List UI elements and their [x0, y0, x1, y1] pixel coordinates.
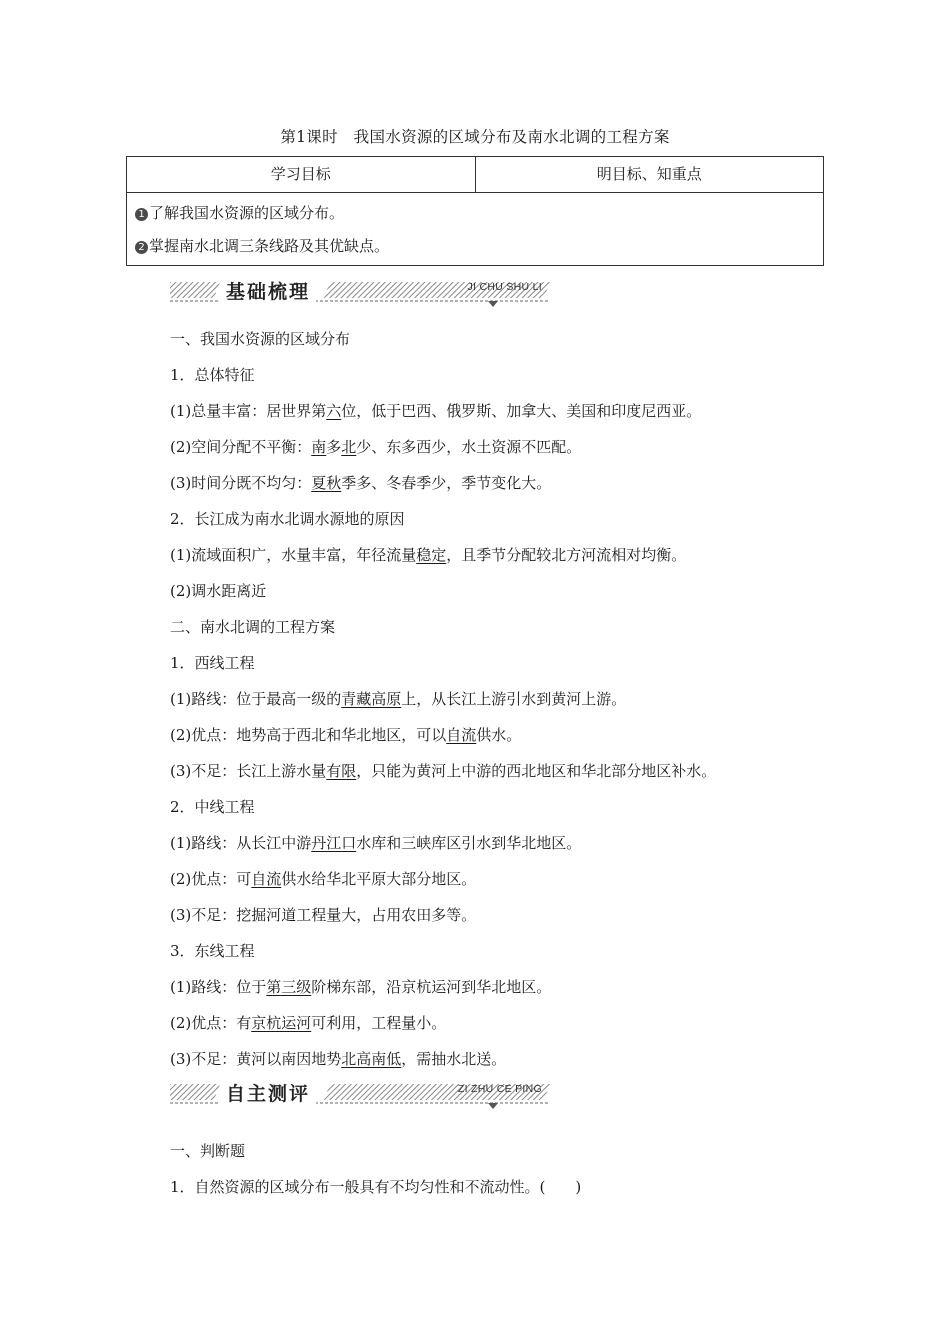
text-line	[170, 760, 716, 781]
text-segment: 多	[326, 438, 342, 456]
text-segment: 1．西线工程	[170, 654, 255, 672]
text-segment: 可利用，工程量小。	[311, 1014, 447, 1032]
text-segment: (2)优点：有	[170, 1014, 252, 1032]
banner-title: 基础梳理	[220, 277, 316, 304]
text-segment: (1)总量丰富：居世界第	[170, 402, 327, 420]
text-segment: (1)路线：位于	[170, 978, 267, 996]
text-line	[170, 940, 255, 961]
number-badge-icon: 1	[135, 208, 148, 221]
goal-item	[135, 230, 815, 263]
text-segment: 一、我国水资源的区域分布	[170, 330, 351, 348]
text-segment: 季多、冬春季少，季节变化大。	[341, 474, 552, 492]
underlined-answer: 夏秋	[311, 474, 342, 492]
text-line	[170, 1176, 581, 1197]
underlined-answer: 北	[341, 438, 357, 456]
text-line	[170, 976, 551, 997]
text-segment: 供水。	[476, 726, 522, 744]
text-line	[170, 1012, 446, 1033]
text-segment: ，需抽水北送。	[401, 1050, 507, 1068]
goals-body	[127, 193, 823, 267]
text-segment: (3)不足：黄河以南因地势	[170, 1050, 342, 1068]
banner-title: 自主测评	[220, 1079, 316, 1106]
text-segment: 上，从长江上游引水到黄河上游。	[401, 690, 627, 708]
text-segment: 一、判断题	[170, 1142, 246, 1160]
underlined-answer: 北高南低	[341, 1050, 402, 1068]
text-segment: 供水给华北平原大部分地区。	[281, 870, 477, 888]
text-line	[170, 544, 686, 565]
underlined-answer: 京杭运河	[251, 1014, 312, 1032]
text-segment: (3)时间分既不均匀：	[170, 474, 312, 492]
banner-subtitle: JI CHU SHU LI	[467, 281, 542, 293]
goals-col-learning-goal: 学习目标	[127, 157, 476, 192]
underlined-answer: 自流	[446, 726, 477, 744]
text-segment: 2．长江成为南水北调水源地的原因	[170, 510, 405, 528]
text-line	[170, 364, 255, 385]
text-segment: 少、东多西少，水土资源不匹配。	[356, 438, 582, 456]
text-segment: 水库和三峡库区引水到华北地区。	[356, 834, 582, 852]
page-title: 第1课时 我国水资源的区域分布及南水北调的工程方案	[280, 128, 670, 146]
banner-subtitle: ZI ZHU CE PING	[457, 1083, 542, 1095]
goal-text: 掌握南水北调三条线路及其优缺点。	[149, 237, 390, 255]
underlined-answer: 稳定	[416, 546, 447, 564]
text-line	[170, 1048, 506, 1069]
text-line	[170, 832, 581, 853]
text-line	[170, 616, 335, 637]
text-segment: (3)不足：长江上游水量	[170, 762, 327, 780]
underlined-answer: 丹江口	[311, 834, 357, 852]
goals-header	[127, 157, 823, 193]
text-line	[170, 400, 701, 421]
text-line	[170, 652, 255, 673]
text-line	[170, 1140, 245, 1161]
number-badge-icon: 2	[135, 241, 148, 254]
text-line	[170, 796, 255, 817]
goal-item	[135, 197, 815, 230]
text-segment: (1)路线：从长江中游	[170, 834, 312, 852]
underlined-answer: 南	[311, 438, 327, 456]
underlined-answer: 六	[326, 402, 342, 420]
text-segment: (2)优点：地势高于西北和华北地区，可以	[170, 726, 447, 744]
text-segment: (1)流域面积广，水量丰富，年径流量	[170, 546, 417, 564]
text-line	[170, 688, 626, 709]
text-segment: 二、南水北调的工程方案	[170, 618, 336, 636]
text-segment: (2)优点：可	[170, 870, 252, 888]
text-segment: (2)调水距离近	[170, 582, 267, 600]
section-banner-self-test	[170, 1078, 550, 1108]
text-segment: 2．中线工程	[170, 798, 255, 816]
text-segment: 1．总体特征	[170, 366, 255, 384]
underlined-answer: 第三级	[266, 978, 312, 996]
text-segment: (1)路线：位于最高一级的	[170, 690, 342, 708]
text-line	[170, 868, 476, 889]
section-banner-basics	[170, 276, 550, 306]
learning-goals-table	[126, 156, 824, 266]
text-segment: (3)不足：挖掘河道工程量大，占用农田多等。	[170, 906, 477, 924]
text-segment: 3．东线工程	[170, 942, 255, 960]
goals-col-key-points: 明目标、知重点	[596, 165, 702, 183]
text-line	[170, 328, 350, 349]
text-segment: 阶梯东部，沿京杭运河到华北地区。	[311, 978, 552, 996]
underlined-answer: 有限	[326, 762, 357, 780]
text-line	[170, 724, 521, 745]
text-segment: (2)空间分配不平衡：	[170, 438, 312, 456]
text-segment: ，且季节分配较北方河流相对均衡。	[446, 546, 687, 564]
underlined-answer: 自流	[251, 870, 282, 888]
underlined-answer: 青藏高原	[341, 690, 402, 708]
goal-text: 了解我国水资源的区域分布。	[149, 204, 345, 222]
text-line	[170, 508, 405, 529]
text-segment: ，只能为黄河上中游的西北地区和华北部分地区补水。	[356, 762, 717, 780]
text-line	[170, 472, 551, 493]
text-line	[170, 904, 476, 925]
text-segment: 1．自然资源的区域分布一般具有不均匀性和不流动性。( )	[170, 1178, 582, 1196]
text-segment: 位，低于巴西、俄罗斯、加拿大、美国和印度尼西亚。	[341, 402, 702, 420]
text-line	[170, 436, 581, 457]
text-line	[170, 580, 266, 601]
